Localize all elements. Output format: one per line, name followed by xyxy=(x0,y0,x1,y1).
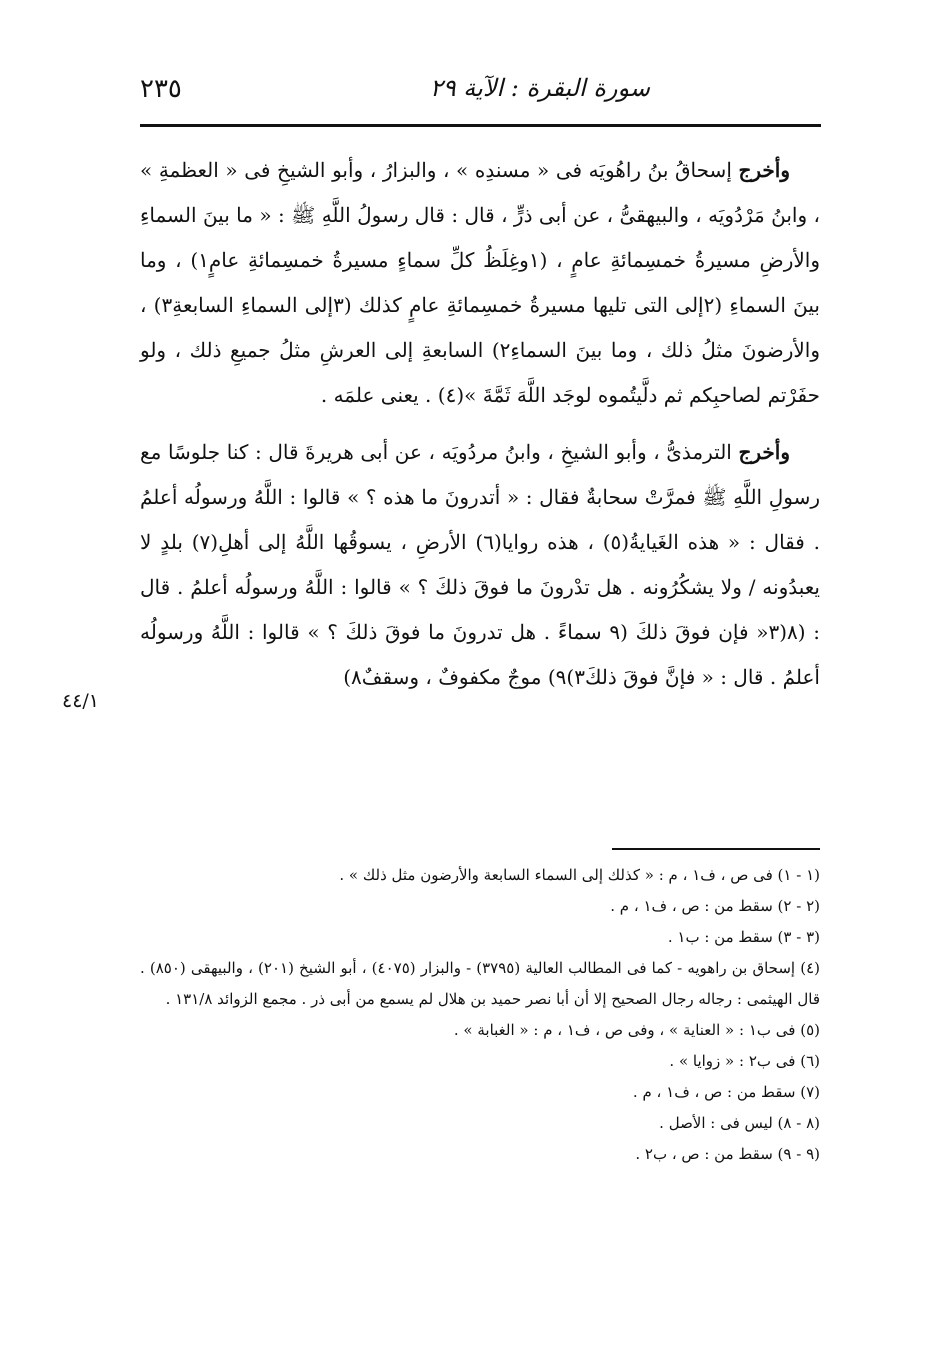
footnote: (٦) فى ب٢ : « زوايا » . xyxy=(669,1052,820,1070)
footnote: (٩ - ٩) سقط من : ص ، ب٢ . xyxy=(635,1145,820,1163)
paragraph xyxy=(140,148,820,418)
footnote: (١ - ١) فى ص ، ف١ ، م : « كذلك إلى السماء السابعة والأرضون مثل ذلك » . xyxy=(339,866,820,884)
running-header xyxy=(140,68,820,112)
footnotes xyxy=(140,860,820,1170)
paragraph-lead: وأخرج xyxy=(738,158,790,182)
footnote-rule xyxy=(612,848,820,850)
header-rule xyxy=(140,124,821,127)
page-number: ٢٣٥ xyxy=(140,74,182,104)
margin-reference: ٤٤/١ xyxy=(62,690,100,712)
paragraph-body: إسحاقُ بنُ راهُويَه فى « مسندِه » ، والبزارُ ، وأبو الشيخِ فى « العظمةِ » ، وابنُ مَرْدُويَه ، والبيهقىُّ ، عن أبى ذرٍّ ، قال : قال رسولُ اللَّهِ ﷺ : « ما بينَ السماءِ والأرضِ مسيرةُ خمسِمائةِ عامٍ ، (١وغِلَظُ كلِّ سماءٍ مسيرةُ خمسِمائةِ عامٍ١) ، وما بينَ السماءِ (٢إلى التى تليها مسيرةُ خمسِمائةِ عامٍ كذلك (٣إلى السماءِ السابعةِ٣) ، والأرضونَ مثلُ ذلك ، وما بينَ السماءِ٢) السابعةِ إلى العرشِ مثلُ جميعِ ذلك ، ولو حفَرْتم لصاحبِكم ثم دلَّيتُموه لوجَد اللَّهَ ثَمَّةَ »(٤) . يعنى علمَه . xyxy=(140,158,820,407)
running-title: سورة البقرة : الآية ٢٩ xyxy=(429,74,650,102)
paragraph-body: الترمذىُّ ، وأبو الشيخِ ، وابنُ مردُويَه ، عن أبى هريرةَ قال : كنا جلوسًا مع رسولِ اللَّهِ ﷺ فمرَّتْ سحابةٌ فقال : « أتدرونَ ما هذه ؟ » قالوا : اللَّهُ ورسولُه أعلمُ . فقال : « هذه الغَيايةُ(٥) ، هذه روايا(٦) الأرضِ ، يسوقُها اللَّهُ إلى أهلِ(٧) بلدٍ لا يعبدُونه / ولا يشكُرُونه . هل تدْرونَ ما فوقَ ذلكَ ؟ » قالوا : اللَّهُ ورسولُه أعلمُ . قال : (٨(٣« فإن فوقَ ذلكَ (٩ سماءً . هل تدرونَ ما فوقَ ذلكَ ؟ » قالوا : اللَّهُ ورسولُه أعلمُ . قال : « فإنَّ فوقَ ذلكَ٣)٩) موجٌ مكفوفٌ ، وسقفٌ٨) xyxy=(140,440,821,689)
footnote: (٧) سقط من : ص ، ف١ ، م . xyxy=(632,1083,820,1101)
footnote: (٨ - ٨) ليس فى : الأصل . xyxy=(659,1114,820,1132)
footnote: (٤) إسحاق بن راهويه - كما فى المطالب العالية (٣٧٩٥) - والبزار (٤٠٧٥) ، أبو الشيخ (٢٠١) ، والبيهقى (٨٥٠) . قال الهيثمى : رجاله رجال الصحيح إلا أن أبا نصر حميد بن هلال لم يسمع من أبى ذر . مجمع الزوائد ١٣١/٨ . xyxy=(140,959,820,1008)
footnote: (٣ - ٣) سقط من : ب١ . xyxy=(667,928,820,946)
footnote: (٢ - ٢) سقط من : ص ، ف١ ، م . xyxy=(610,897,820,915)
paragraph xyxy=(140,430,820,700)
paragraph-lead: وأخرج xyxy=(738,440,790,464)
main-text xyxy=(140,148,820,712)
footnote: (٥) فى ب١ : « العناية » ، وفى ص ، ف١ ، م : « الغبابة » . xyxy=(453,1021,820,1039)
